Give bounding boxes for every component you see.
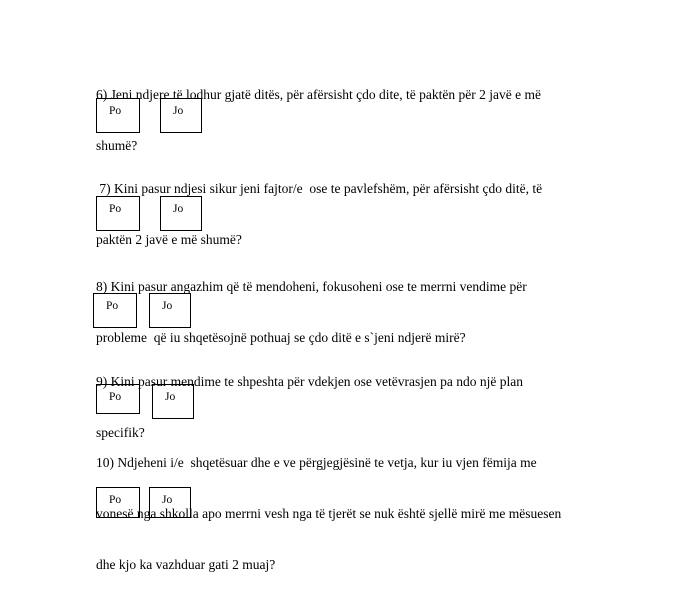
question-6-no-box[interactable]: Jo — [160, 98, 202, 133]
question-line: dhe kjo ka vazhduar gati 2 muaj? — [96, 557, 276, 572]
question-line: 8) Kini pasur angazhim që të mendoheni, fokusoheni ose te merrni vendime për — [96, 279, 527, 294]
question-line: shumë? — [96, 138, 138, 153]
question-line: vonesë nga shkolla apo merrni vesh nga të tjerët se nuk është sjellë mirë me mësuesen — [96, 506, 562, 521]
question-10-no-box[interactable]: Jo — [149, 487, 191, 518]
question-line: 6) Jeni ndjere të lodhur gjatë ditës, për afërsisht çdo dite, të paktën për 2 javë e më — [96, 87, 541, 102]
question-line: paktën 2 javë e më shumë? — [96, 232, 242, 247]
question-9-yes-box[interactable]: Po — [96, 384, 140, 414]
question-line: probleme që iu shqetësojnë pothuaj se çdo ditë e s`jeni ndjerë mirë? — [96, 330, 466, 345]
question-6-yes-box[interactable]: Po — [96, 98, 140, 133]
question-line: specifik? — [96, 425, 145, 440]
question-8-yes-box[interactable]: Po — [93, 293, 137, 328]
question-7-yes-box[interactable]: Po — [96, 196, 140, 231]
question-line: 10) Ndjeheni i/e shqetësuar dhe e ve përgjegjësinë te vetja, kur iu vjen fëmija me — [96, 455, 537, 470]
question-9-no-box[interactable]: Jo — [152, 384, 194, 419]
question-line: 9) Kini pasur mendime te shpeshta për vdekjen ose vetëvrasjen pa ndo një plan — [96, 374, 523, 389]
question-8-no-box[interactable]: Jo — [149, 293, 191, 328]
question-line: 7) Kini pasur ndjesi sikur jeni fajtor/e ose te pavlefshëm, për afërsisht çdo ditë, të — [96, 181, 543, 196]
question-10-yes-box[interactable]: Po — [96, 487, 140, 518]
question-7-no-box[interactable]: Jo — [160, 196, 202, 231]
